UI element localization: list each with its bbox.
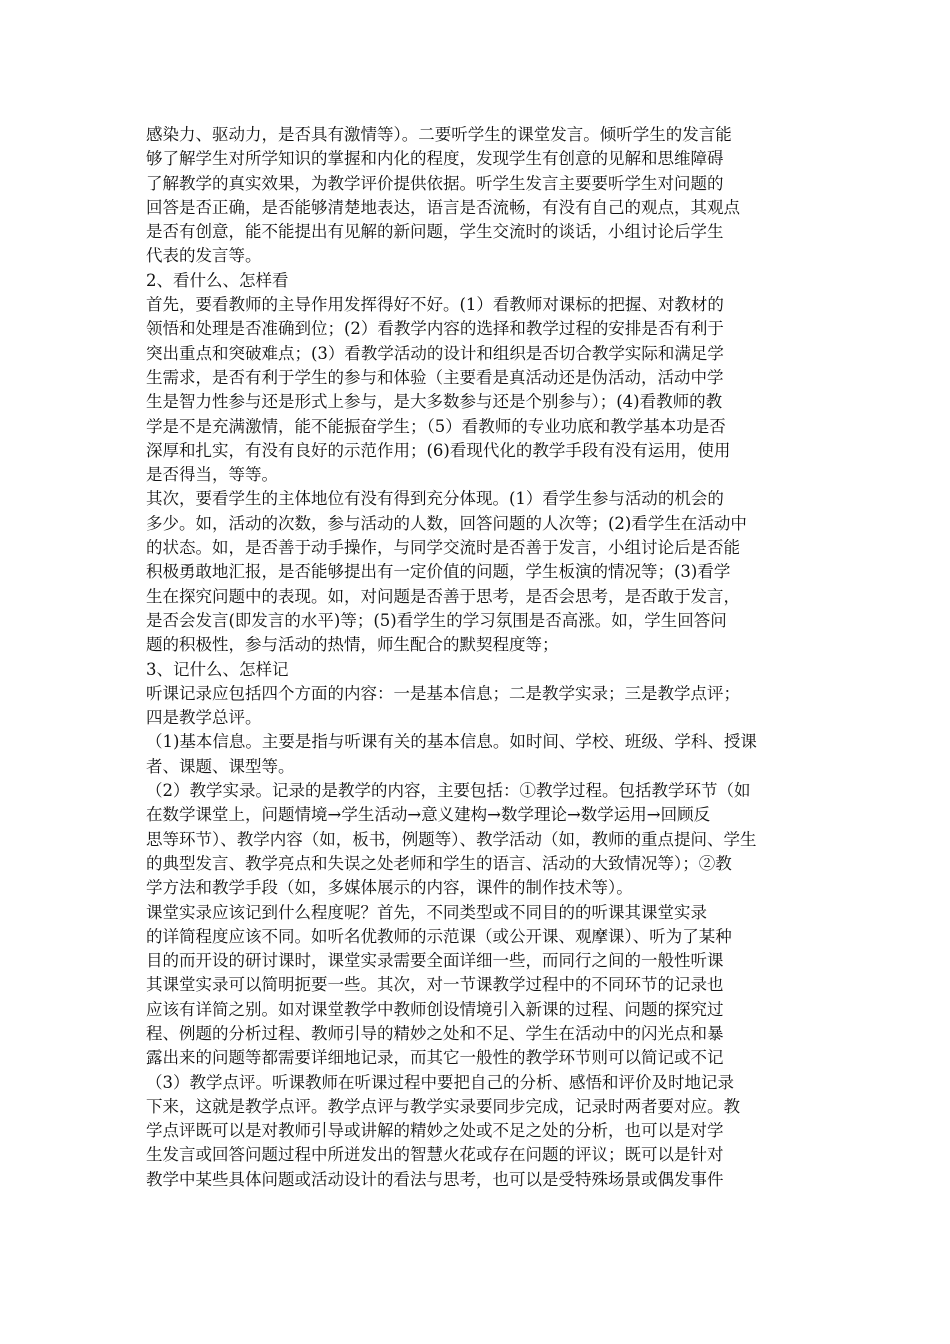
text-line: 的典型发言、教学亮点和失误之处老师和学生的语言、活动的大致情况等）；②教 bbox=[146, 853, 732, 873]
text-line: 代表的发言等。 bbox=[146, 246, 262, 266]
text-line: 下来，这就是教学点评。教学点评与教学实录要同步完成，记录时两者要对应。教 bbox=[146, 1096, 740, 1116]
text-line: 生是智力性参与还是形式上参与，是大多数参与还是个别参与）；(4)看教师的教 bbox=[146, 392, 723, 412]
text-line: 课堂实录应该记到什么程度呢？首先，不同类型或不同目的的听课其课堂实录 bbox=[146, 902, 707, 922]
text-line: 生发言或回答问题过程中所迸发出的智慧火花或存在问题的评议；既可以是针对 bbox=[146, 1145, 724, 1165]
text-line: 深厚和扎实，有没有良好的示范作用；(6)看现代化的教学手段有没有运用，使用 bbox=[146, 440, 731, 460]
text-line: 听课记录应包括四个方面的内容：一是基本信息；二是教学实录；三是教学点评； bbox=[146, 683, 740, 703]
text-line: 领悟和处理是否准确到位；(2）看教学内容的选择和教学过程的安排是否有利于 bbox=[146, 319, 724, 339]
text-line: 是否得当，等等。 bbox=[146, 465, 278, 485]
text-line: 露出来的问题等都需要详细地记录，而其它一般性的教学环节则可以简记或不记 bbox=[146, 1048, 724, 1068]
text-line: 教学中某些具体问题或活动设计的看法与思考，也可以是受特殊场景或偶发事件 bbox=[146, 1169, 724, 1189]
text-line: 者、课题、课型等。 bbox=[146, 756, 295, 776]
text-line: （3）教学点评。听课教师在听课过程中要把自己的分析、感悟和评价及时地记录 bbox=[146, 1072, 734, 1092]
text-line: 学点评既可以是对教师引导或讲解的精妙之处或不足之处的分析，也可以是对学 bbox=[146, 1121, 724, 1141]
text-line: 思等环节）、教学内容（如，板书，例题等）、教学活动（如，教师的重点提问、学生 bbox=[146, 829, 757, 849]
section-heading: 2、看什么、怎样看 bbox=[146, 270, 289, 290]
text-line: （2）教学实录。记录的是教学的内容，主要包括：①教学过程。包括教学环节（如 bbox=[146, 781, 751, 801]
text-line: 生需求，是否有利于学生的参与和体验（主要看是真活动还是伪活动，活动中学 bbox=[146, 367, 724, 387]
text-line: 题的积极性，参与活动的热情，师生配合的默契程度等； bbox=[146, 635, 559, 655]
text-line: 感染力、驱动力，是否具有激情等）。二要听学生的课堂发言。倾听学生的发言能 bbox=[146, 125, 732, 144]
text-line: 学方法和教学手段（如，多媒体展示的内容，课件的制作技术等）。 bbox=[146, 878, 633, 898]
text-line: 回答是否正确，是否能够清楚地表达，语言是否流畅，有没有自己的观点，其观点 bbox=[146, 197, 740, 217]
text-line: 其课堂实录可以简明扼要一些。其次，对一节课教学过程中的不同环节的记录也 bbox=[146, 975, 724, 995]
text-line: （1)基本信息。主要是指与听课有关的基本信息。如时间、学校、班级、学科、授课 bbox=[146, 732, 757, 752]
text-line: 是否有创意，能不能提出有见解的新问题，学生交流时的谈话，小组讨论后学生 bbox=[146, 222, 724, 242]
text-line: 学是不是充满激情，能不能振奋学生；（5）看教师的专业功底和教学基本功是否 bbox=[146, 416, 726, 436]
text-line: 首先，要看教师的主导作用发挥得好不好。(1）看教师对课标的把握、对教材的 bbox=[146, 295, 724, 315]
text-line: 四是教学总评。 bbox=[146, 708, 262, 728]
text-line: 生在探究问题中的表现。如，对问题是否善于思考，是否会思考，是否敢于发言， bbox=[146, 586, 740, 606]
text-line: 在数学课堂上，问题情境→学生活动→意义建构→数学理论→数学运用→回顾反 bbox=[146, 805, 711, 825]
text-line: 多少。如，活动的次数，参与活动的人数，回答问题的人次等；(2)看学生在活动中 bbox=[146, 513, 747, 533]
text-line: 突出重点和突破难点；(3）看教学活动的设计和组织是否切合教学实际和满足学 bbox=[146, 343, 724, 363]
text-line: 的详简程度应该不同。如听名优教师的示范课（或公开课、观摩课）、听为了某种 bbox=[146, 926, 732, 946]
text-line: 是否会发言(即发言的水平)等；(5)看学生的学习氛围是否高涨。如，学生回答问 bbox=[146, 610, 727, 630]
document-body bbox=[146, 123, 810, 1192]
section-heading: 3、记什么、怎样记 bbox=[146, 659, 289, 679]
text-line: 应该有详简之别。如对课堂教学中教师创设情境引入新课的过程、问题的探究过 bbox=[146, 999, 724, 1019]
text-line: 其次，要看学生的主体地位有没有得到充分体现。(1）看学生参与活动的机会的 bbox=[146, 489, 724, 509]
text-line: 够了解学生对所学知识的掌握和内化的程度，发现学生有创意的见解和思维障碍 bbox=[146, 149, 724, 169]
text-line: 程、例题的分析过程、教师引导的精妙之处和不足、学生在活动中的闪光点和暴 bbox=[146, 1023, 724, 1043]
text-line: 积极勇敢地汇报，是否能够提出有一定价值的问题，学生板演的情况等；(3)看学 bbox=[146, 562, 731, 582]
text-line: 了解教学的真实效果，为教学评价提供依据。听学生发言主要要听学生对问题的 bbox=[146, 173, 724, 193]
text-line: 目的而开设的研讨课时，课堂实录需要全面详细一些，而同行之间的一般性听课 bbox=[146, 951, 724, 971]
text-line: 的状态。如，是否善于动手操作，与同学交流时是否善于发言，小组讨论后是否能 bbox=[146, 538, 740, 558]
